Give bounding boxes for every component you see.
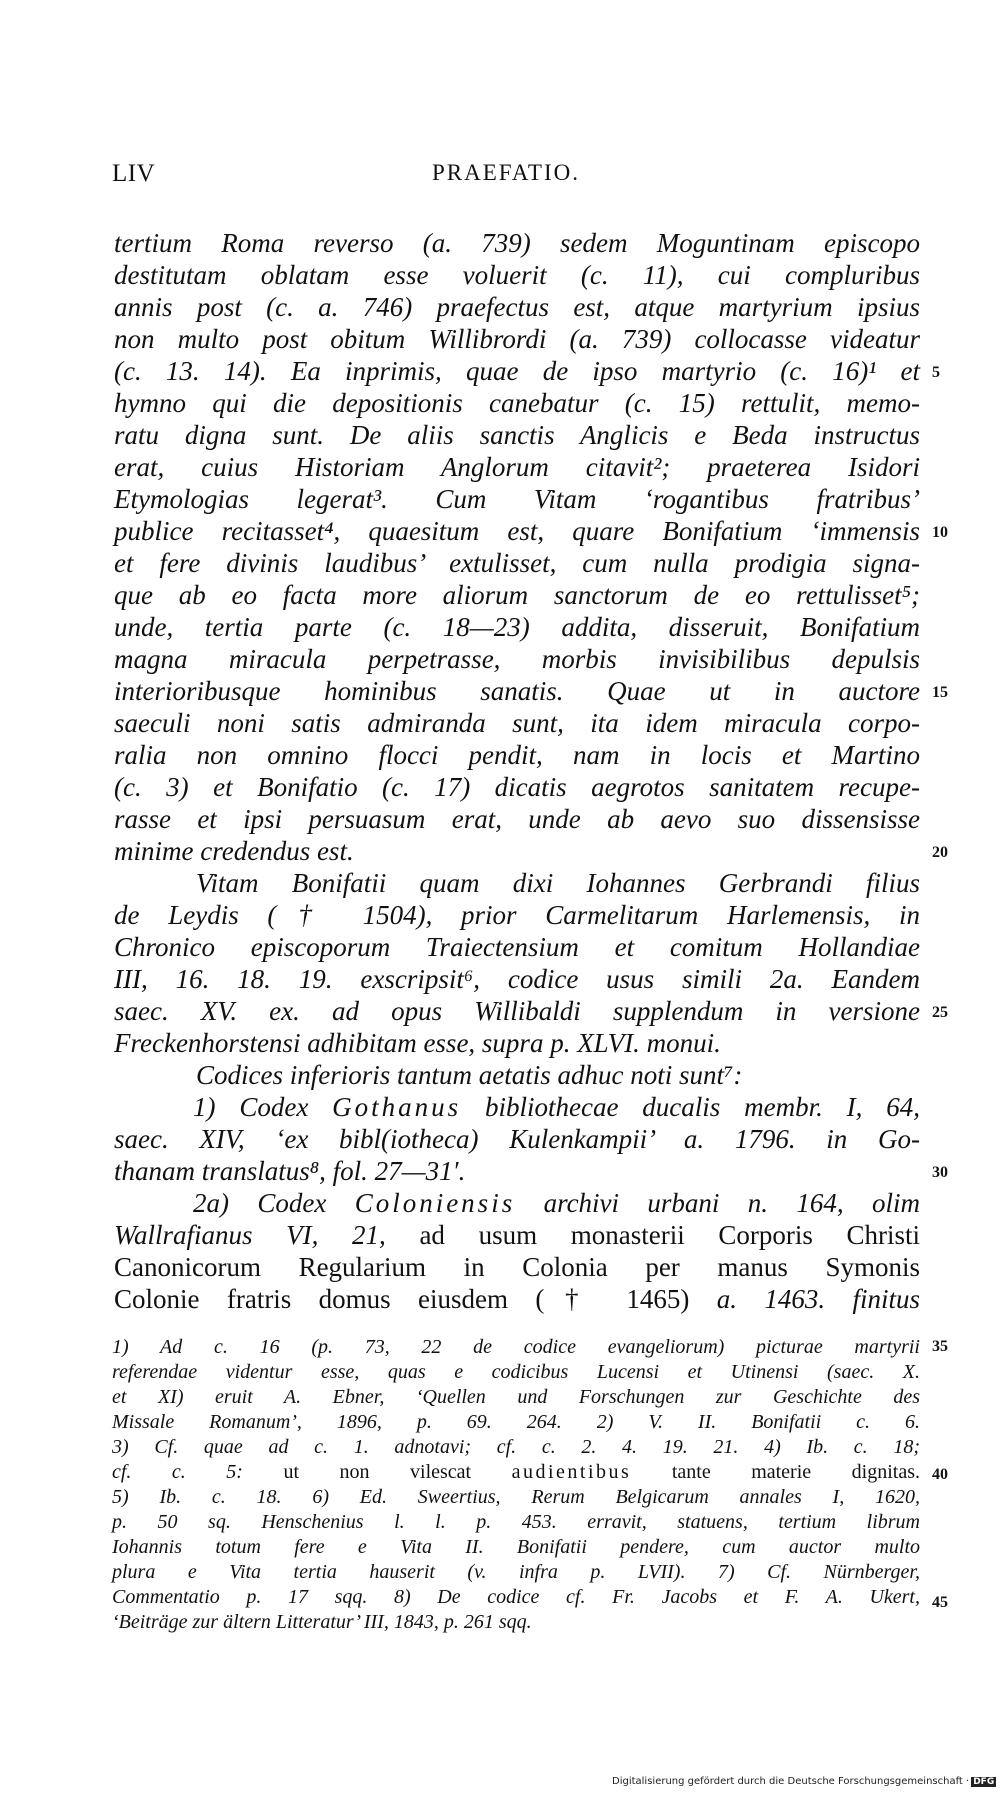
text-line: III, 16. 18. 19. exscripsit⁶, codice usus simili 2a. Eandem (114, 964, 920, 994)
text-line: saec. XIV, ‘ex bibl(iotheca) Kulenkampii’ a. 1796. in Go- (114, 1124, 920, 1154)
text-line: interioribusque hominibus sanatis. Quae ut in auctore (114, 676, 920, 706)
text-run-italic: Wallrafianus VI, 21, (114, 1220, 386, 1250)
line-number: 5 (932, 364, 940, 381)
text-run: archivi urbani n. 164, olim (515, 1188, 920, 1218)
text-line: Chronico episcoporum Traiectensium et comitum Hollandiae (114, 932, 920, 962)
footnote-line: p. 50 sq. Henschenius l. l. p. 453. erravit, statuens, tertium librum (112, 1511, 920, 1533)
text-line: ralia non omnino flocci pendit, nam in locis et Martino (114, 740, 920, 770)
text-line: thanam translatus⁸, fol. 27—31′. (114, 1156, 466, 1186)
text-line: publice recitasset⁴, quaesitum est, quare Bonifatium ‘immensis (114, 516, 920, 546)
footnote-run-italic: cf. c. 5: (112, 1461, 284, 1483)
text-run: bibliothecae ducalis membr. I, 64, (461, 1092, 920, 1122)
line-number: 30 (932, 1164, 948, 1181)
footnote-line: 3) Cf. quae ad c. 1. adnotavi; cf. c. 2. 4. 19. 21. 4) Ib. c. 18; (112, 1436, 920, 1458)
codex-name-spaced: Gothanus (332, 1092, 462, 1122)
footnote-run-roman: tante materie dignitas. (631, 1461, 920, 1483)
text-line: hymno qui die depositionis canebatur (c. 15) rettulit, memo- (114, 388, 920, 418)
text-line: (c. 13. 14). Ea inprimis, quae de ipso martyrio (c. 16)¹ et (114, 356, 920, 386)
text-line: Codices inferioris tantum aetatis adhuc noti sunt⁷: (196, 1060, 743, 1090)
dfg-logo: DFG (973, 1777, 995, 1787)
text-line: Freckenhorstensi adhibitam esse, supra p. XLVI. monui. (114, 1028, 721, 1058)
running-title: PRAEFATIO. (432, 160, 581, 185)
text-line: Canonicorum Regularium in Colonia per manus Symonis (114, 1252, 920, 1282)
footnote-line: ‘Beiträge zur ältern Litteratur’ III, 1843, p. 261 sqq. (112, 1611, 532, 1633)
text-line: Etymologias legerat³. Cum Vitam ‘rogantibus fratribus’ (114, 484, 920, 514)
text-line: saeculi noni satis admiranda sunt, ita idem miracula corpo- (114, 708, 920, 738)
footnote-line: 5) Ib. c. 18. 6) Ed. Sweertius, Rerum Belgicarum annales I, 1620, (112, 1486, 920, 1508)
footnote-run-roman: ut non vilescat (283, 1461, 512, 1483)
line-number: 10 (932, 524, 948, 541)
text-line: Vitam Bonifatii quam dixi Iohannes Gerbrandi filius (196, 868, 920, 898)
line-number: 35 (932, 1338, 948, 1355)
text-line: minime credendus est. (114, 836, 354, 866)
footnote-line: Missale Romanum’, 1896, p. 69. 264. 2) V. II. Bonifatii c. 6. (112, 1411, 920, 1433)
footnote-line: referendae videntur esse, quas e codicibus Lucensi et Utinensi (saec. X. (112, 1361, 920, 1383)
text-line: unde, tertia parte (c. 18—23) addita, disseruit, Bonifatium (114, 612, 920, 642)
digitization-credit (612, 1776, 996, 1787)
text-line: (c. 3) et Bonifatio (c. 17) dicatis aegrotos sanitatem recupe- (114, 772, 920, 802)
footnote-line: 1) Ad c. 16 (p. 73, 22 de codice evangeliorum) picturae martyrii (112, 1336, 920, 1358)
line-number: 40 (932, 1466, 948, 1483)
text-line (193, 1092, 920, 1123)
text-line: de Leydis († 1504), prior Carmelitarum Harlemensis, in (114, 900, 920, 930)
codex-name-spaced: Coloniensis (354, 1188, 516, 1218)
text-run: 1) Codex (193, 1092, 333, 1122)
footnote-line: Commentatio p. 17 sqq. 8) De codice cf. Fr. Jacobs et F. A. Ukert, (112, 1586, 920, 1608)
footnote-line: plura e Vita tertia hauserit (v. infra p. LVII). 7) Cf. Nürnberger, (112, 1561, 920, 1583)
text-line: destitutam oblatam esse voluerit (c. 11), cui compluribus (114, 260, 920, 290)
line-number: 15 (932, 684, 948, 701)
text-line: tertium Roma reverso (a. 739) sedem Moguntinam episcopo (114, 228, 920, 258)
text-run-italic: a. 1463. finitus (716, 1284, 921, 1314)
text-run: 2a) Codex (193, 1188, 355, 1218)
line-number: 25 (932, 1004, 948, 1021)
text-line (193, 1188, 920, 1219)
footnote-run-spaced: audientibus (511, 1461, 632, 1483)
text-line: et fere divinis laudibus’ extulisset, cum nulla prodigia signa- (114, 548, 920, 578)
text-line (114, 1220, 920, 1251)
line-number: 20 (932, 844, 948, 861)
credit-text: Digitalisierung gefördert durch die Deutsche Forschungsgemeinschaft · (612, 1776, 970, 1787)
text-line: magna miracula perpetrasse, morbis invisibilibus depulsis (114, 644, 920, 674)
text-line: ratu digna sunt. De aliis sanctis Anglicis e Beda instructus (114, 420, 920, 450)
text-line: non multo post obitum Willibrordi (a. 739) collocasse videatur (114, 324, 920, 354)
page-header (112, 160, 918, 190)
text-line: saec. XV. ex. ad opus Willibaldi supplendum in versione (114, 996, 920, 1026)
page-number: LIV (112, 160, 156, 187)
footnote-line (112, 1460, 920, 1485)
text-line: rasse et ipsi persuasum erat, unde ab aevo suo dissensisse (114, 804, 920, 834)
text-run-roman: Colonie fratris domus eiusdem († 1465) (114, 1284, 717, 1314)
footnote-line: Iohannis totum fere e Vita II. Bonifatii pendere, cum auctor multo (112, 1536, 920, 1558)
text-line (114, 1284, 920, 1315)
line-number: 45 (932, 1594, 948, 1611)
text-line: que ab eo facta more aliorum sanctorum de eo rettulisset⁵; (114, 580, 920, 610)
text-line: erat, cuius Historiam Anglorum citavit²; praeterea Isidori (114, 452, 920, 482)
footnote-line: et XI) eruit A. Ebner, ‘Quellen und Forschungen zur Geschichte des (112, 1386, 920, 1408)
text-run-roman: ad usum monasterii Corporis Christi (385, 1220, 920, 1250)
text-line: annis post (c. a. 746) praefectus est, atque martyrium ipsius (114, 292, 920, 322)
